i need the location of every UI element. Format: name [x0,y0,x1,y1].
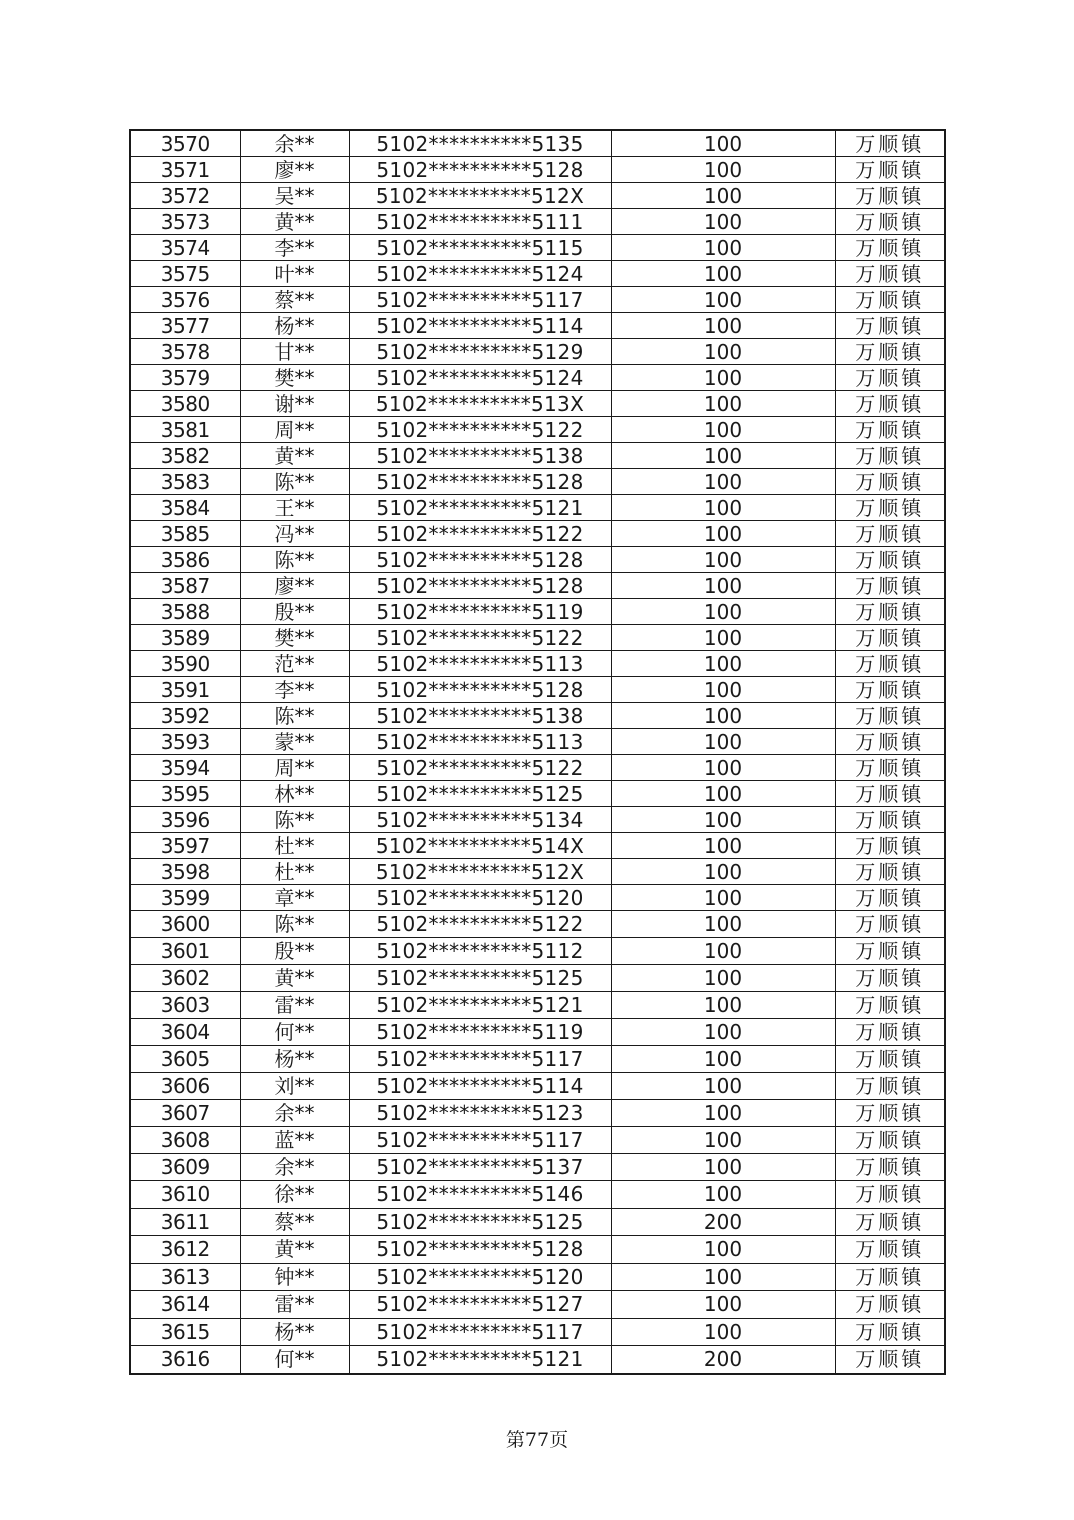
amount-cell: 100 [611,938,835,965]
amount-cell: 100 [611,417,835,443]
serial-number-cell: 3570 [130,130,240,157]
town-cell: 万顺镇 [835,209,945,235]
name-cell: 黄** [240,965,349,992]
amount-cell: 100 [611,807,835,833]
amount-cell: 100 [611,677,835,703]
table-row [130,755,945,781]
id-number-cell: 5102**********5117 [349,1046,611,1073]
table-row [130,573,945,599]
serial-number-cell: 3598 [130,859,240,885]
table-row [130,965,945,992]
serial-number-cell: 3584 [130,495,240,521]
name-cell: 陈** [240,703,349,729]
id-number-cell: 5102**********5122 [349,625,611,651]
amount-cell: 100 [611,755,835,781]
table-row [130,1346,945,1374]
id-number-cell: 5102**********5111 [349,209,611,235]
name-cell: 叶** [240,261,349,287]
town-cell: 万顺镇 [835,235,945,261]
table-row [130,1154,945,1181]
serial-number-cell: 3601 [130,938,240,965]
name-cell: 刘** [240,1073,349,1100]
amount-cell: 100 [611,1019,835,1046]
amount-cell: 100 [611,391,835,417]
town-cell: 万顺镇 [835,599,945,625]
table-row [130,703,945,729]
amount-cell: 100 [611,1100,835,1127]
amount-cell: 100 [611,781,835,807]
table-row [130,807,945,833]
page-number: 第77页 [505,1429,569,1451]
serial-number-cell: 3591 [130,677,240,703]
table-row [130,157,945,183]
town-cell: 万顺镇 [835,1318,945,1346]
town-cell: 万顺镇 [835,365,945,391]
table-row [130,235,945,261]
town-cell: 万顺镇 [835,992,945,1019]
town-cell: 万顺镇 [835,130,945,157]
id-number-cell: 5102**********5122 [349,521,611,547]
id-number-cell: 5102**********5125 [349,965,611,992]
id-number-cell: 5102**********5122 [349,417,611,443]
table-row [130,495,945,521]
table-row [130,1208,945,1236]
name-cell: 蔡** [240,287,349,313]
roster-table-body [130,130,945,1374]
town-cell: 万顺镇 [835,1046,945,1073]
town-cell: 万顺镇 [835,677,945,703]
id-number-cell: 5102**********5120 [349,1263,611,1291]
table-row [130,443,945,469]
id-number-cell: 5102**********5124 [349,365,611,391]
id-number-cell: 5102**********5114 [349,1073,611,1100]
serial-number-cell: 3580 [130,391,240,417]
serial-number-cell: 3607 [130,1100,240,1127]
name-cell: 杨** [240,313,349,339]
table-row [130,1046,945,1073]
table-row [130,365,945,391]
town-cell: 万顺镇 [835,313,945,339]
id-number-cell: 5102**********5128 [349,1236,611,1264]
table-row [130,1263,945,1291]
id-number-cell: 5102**********5134 [349,807,611,833]
amount-cell: 100 [611,729,835,755]
amount-cell: 100 [611,1263,835,1291]
name-cell: 陈** [240,911,349,938]
amount-cell: 100 [611,965,835,992]
name-cell: 杨** [240,1318,349,1346]
table-row [130,287,945,313]
name-cell: 李** [240,677,349,703]
name-cell: 余** [240,1100,349,1127]
serial-number-cell: 3616 [130,1346,240,1374]
id-number-cell: 5102**********513X [349,391,611,417]
amount-cell: 100 [611,651,835,677]
roster-table [129,129,946,1375]
name-cell: 徐** [240,1181,349,1209]
serial-number-cell: 3585 [130,521,240,547]
amount-cell: 100 [611,573,835,599]
serial-number-cell: 3609 [130,1154,240,1181]
table-row [130,313,945,339]
table-row [130,1291,945,1319]
name-cell: 何** [240,1346,349,1374]
amount-cell: 100 [611,339,835,365]
id-number-cell: 5102**********5129 [349,339,611,365]
name-cell: 雷** [240,1291,349,1319]
town-cell: 万顺镇 [835,183,945,209]
table-row [130,547,945,573]
town-cell: 万顺镇 [835,938,945,965]
serial-number-cell: 3586 [130,547,240,573]
amount-cell: 100 [611,469,835,495]
serial-number-cell: 3611 [130,1208,240,1236]
table-row [130,781,945,807]
serial-number-cell: 3612 [130,1236,240,1264]
name-cell: 吴** [240,183,349,209]
amount-cell: 100 [611,235,835,261]
amount-cell: 100 [611,1291,835,1319]
name-cell: 谢** [240,391,349,417]
name-cell: 冯** [240,521,349,547]
id-number-cell: 5102**********5137 [349,1154,611,1181]
town-cell: 万顺镇 [835,521,945,547]
id-number-cell: 5102**********5128 [349,157,611,183]
amount-cell: 100 [611,130,835,157]
table-row [130,183,945,209]
table-row [130,677,945,703]
name-cell: 殷** [240,599,349,625]
serial-number-cell: 3587 [130,573,240,599]
town-cell: 万顺镇 [835,1019,945,1046]
name-cell: 余** [240,130,349,157]
serial-number-cell: 3588 [130,599,240,625]
serial-number-cell: 3575 [130,261,240,287]
town-cell: 万顺镇 [835,157,945,183]
amount-cell: 100 [611,365,835,391]
name-cell: 黄** [240,209,349,235]
table-row [130,625,945,651]
amount-cell: 200 [611,1208,835,1236]
name-cell: 李** [240,235,349,261]
table-row [130,859,945,885]
table-row [130,1019,945,1046]
name-cell: 蓝** [240,1127,349,1154]
amount-cell: 100 [611,261,835,287]
town-cell: 万顺镇 [835,1208,945,1236]
table-row [130,521,945,547]
table-row [130,1073,945,1100]
id-number-cell: 5102**********5119 [349,599,611,625]
id-number-cell: 5102**********5119 [349,1019,611,1046]
table-row [130,339,945,365]
serial-number-cell: 3573 [130,209,240,235]
name-cell: 陈** [240,807,349,833]
amount-cell: 100 [611,992,835,1019]
amount-cell: 100 [611,1154,835,1181]
town-cell: 万顺镇 [835,1263,945,1291]
amount-cell: 100 [611,547,835,573]
table-row [130,651,945,677]
id-number-cell: 5102**********5146 [349,1181,611,1209]
town-cell: 万顺镇 [835,417,945,443]
id-number-cell: 5102**********5112 [349,938,611,965]
amount-cell: 100 [611,885,835,911]
town-cell: 万顺镇 [835,469,945,495]
id-number-cell: 5102**********512X [349,183,611,209]
id-number-cell: 5102**********5127 [349,1291,611,1319]
serial-number-cell: 3577 [130,313,240,339]
serial-number-cell: 3578 [130,339,240,365]
amount-cell: 100 [611,599,835,625]
id-number-cell: 5102**********5122 [349,755,611,781]
amount-cell: 100 [611,209,835,235]
town-cell: 万顺镇 [835,781,945,807]
town-cell: 万顺镇 [835,1236,945,1264]
table-row [130,469,945,495]
table-row [130,992,945,1019]
id-number-cell: 5102**********512X [349,859,611,885]
amount-cell: 100 [611,157,835,183]
name-cell: 陈** [240,469,349,495]
amount-cell: 100 [611,313,835,339]
id-number-cell: 5102**********5113 [349,729,611,755]
amount-cell: 100 [611,833,835,859]
serial-number-cell: 3608 [130,1127,240,1154]
town-cell: 万顺镇 [835,443,945,469]
serial-number-cell: 3597 [130,833,240,859]
id-number-cell: 5102**********5124 [349,261,611,287]
table-row [130,911,945,938]
amount-cell: 100 [611,911,835,938]
id-number-cell: 5102**********5114 [349,313,611,339]
serial-number-cell: 3603 [130,992,240,1019]
town-cell: 万顺镇 [835,1100,945,1127]
name-cell: 樊** [240,625,349,651]
serial-number-cell: 3593 [130,729,240,755]
town-cell: 万顺镇 [835,547,945,573]
id-number-cell: 5102**********5117 [349,1318,611,1346]
table-row [130,938,945,965]
name-cell: 蒙** [240,729,349,755]
name-cell: 周** [240,417,349,443]
town-cell: 万顺镇 [835,339,945,365]
serial-number-cell: 3615 [130,1318,240,1346]
name-cell: 王** [240,495,349,521]
town-cell: 万顺镇 [835,885,945,911]
id-number-cell: 5102**********5125 [349,1208,611,1236]
id-number-cell: 5102**********5117 [349,1127,611,1154]
id-number-cell: 5102**********5115 [349,235,611,261]
amount-cell: 100 [611,859,835,885]
serial-number-cell: 3581 [130,417,240,443]
amount-cell: 100 [611,1073,835,1100]
serial-number-cell: 3579 [130,365,240,391]
town-cell: 万顺镇 [835,965,945,992]
id-number-cell: 5102**********5117 [349,287,611,313]
name-cell: 杨** [240,1046,349,1073]
serial-number-cell: 3605 [130,1046,240,1073]
amount-cell: 100 [611,1181,835,1209]
amount-cell: 100 [611,1046,835,1073]
id-number-cell: 5102**********5121 [349,1346,611,1374]
table-row [130,391,945,417]
town-cell: 万顺镇 [835,729,945,755]
town-cell: 万顺镇 [835,391,945,417]
amount-cell: 100 [611,1318,835,1346]
serial-number-cell: 3571 [130,157,240,183]
town-cell: 万顺镇 [835,755,945,781]
serial-number-cell: 3596 [130,807,240,833]
serial-number-cell: 3595 [130,781,240,807]
name-cell: 杜** [240,833,349,859]
table-row [130,1100,945,1127]
serial-number-cell: 3582 [130,443,240,469]
amount-cell: 100 [611,443,835,469]
serial-number-cell: 3606 [130,1073,240,1100]
amount-cell: 100 [611,183,835,209]
town-cell: 万顺镇 [835,1127,945,1154]
id-number-cell: 5102**********5128 [349,469,611,495]
table-row [130,729,945,755]
town-cell: 万顺镇 [835,495,945,521]
id-number-cell: 5102**********5122 [349,911,611,938]
name-cell: 何** [240,1019,349,1046]
name-cell: 钟** [240,1263,349,1291]
table-row [130,599,945,625]
id-number-cell: 5102**********5123 [349,1100,611,1127]
id-number-cell: 5102**********5128 [349,677,611,703]
name-cell: 杜** [240,859,349,885]
town-cell: 万顺镇 [835,911,945,938]
town-cell: 万顺镇 [835,807,945,833]
id-number-cell: 5102**********5121 [349,495,611,521]
serial-number-cell: 3590 [130,651,240,677]
name-cell: 余** [240,1154,349,1181]
name-cell: 廖** [240,573,349,599]
name-cell: 蔡** [240,1208,349,1236]
serial-number-cell: 3574 [130,235,240,261]
name-cell: 周** [240,755,349,781]
town-cell: 万顺镇 [835,651,945,677]
amount-cell: 100 [611,1127,835,1154]
name-cell: 章** [240,885,349,911]
amount-cell: 100 [611,287,835,313]
serial-number-cell: 3613 [130,1263,240,1291]
id-number-cell: 5102**********5121 [349,992,611,1019]
table-row [130,1318,945,1346]
id-number-cell: 5102**********5135 [349,130,611,157]
town-cell: 万顺镇 [835,859,945,885]
town-cell: 万顺镇 [835,1346,945,1374]
serial-number-cell: 3602 [130,965,240,992]
town-cell: 万顺镇 [835,1291,945,1319]
amount-cell: 100 [611,521,835,547]
name-cell: 黄** [240,1236,349,1264]
serial-number-cell: 3594 [130,755,240,781]
name-cell: 樊** [240,365,349,391]
table-row [130,417,945,443]
id-number-cell: 5102**********5138 [349,703,611,729]
table-row [130,1127,945,1154]
name-cell: 林** [240,781,349,807]
town-cell: 万顺镇 [835,625,945,651]
table-row [130,1236,945,1264]
name-cell: 甘** [240,339,349,365]
name-cell: 雷** [240,992,349,1019]
id-number-cell: 5102**********514X [349,833,611,859]
town-cell: 万顺镇 [835,287,945,313]
serial-number-cell: 3599 [130,885,240,911]
name-cell: 廖** [240,157,349,183]
name-cell: 黄** [240,443,349,469]
amount-cell: 200 [611,1346,835,1374]
id-number-cell: 5102**********5113 [349,651,611,677]
town-cell: 万顺镇 [835,703,945,729]
amount-cell: 100 [611,495,835,521]
town-cell: 万顺镇 [835,573,945,599]
name-cell: 陈** [240,547,349,573]
serial-number-cell: 3610 [130,1181,240,1209]
serial-number-cell: 3589 [130,625,240,651]
serial-number-cell: 3583 [130,469,240,495]
name-cell: 范** [240,651,349,677]
amount-cell: 100 [611,625,835,651]
serial-number-cell: 3604 [130,1019,240,1046]
serial-number-cell: 3572 [130,183,240,209]
amount-cell: 100 [611,703,835,729]
town-cell: 万顺镇 [835,261,945,287]
id-number-cell: 5102**********5125 [349,781,611,807]
id-number-cell: 5102**********5128 [349,547,611,573]
table-row [130,209,945,235]
table-row [130,833,945,859]
table-row [130,261,945,287]
amount-cell: 100 [611,1236,835,1264]
name-cell: 殷** [240,938,349,965]
table-row [130,130,945,157]
town-cell: 万顺镇 [835,1181,945,1209]
serial-number-cell: 3614 [130,1291,240,1319]
town-cell: 万顺镇 [835,1073,945,1100]
id-number-cell: 5102**********5138 [349,443,611,469]
id-number-cell: 5102**********5120 [349,885,611,911]
town-cell: 万顺镇 [835,833,945,859]
table-row [130,1181,945,1209]
id-number-cell: 5102**********5128 [349,573,611,599]
serial-number-cell: 3576 [130,287,240,313]
table-row [130,885,945,911]
town-cell: 万顺镇 [835,1154,945,1181]
serial-number-cell: 3600 [130,911,240,938]
serial-number-cell: 3592 [130,703,240,729]
